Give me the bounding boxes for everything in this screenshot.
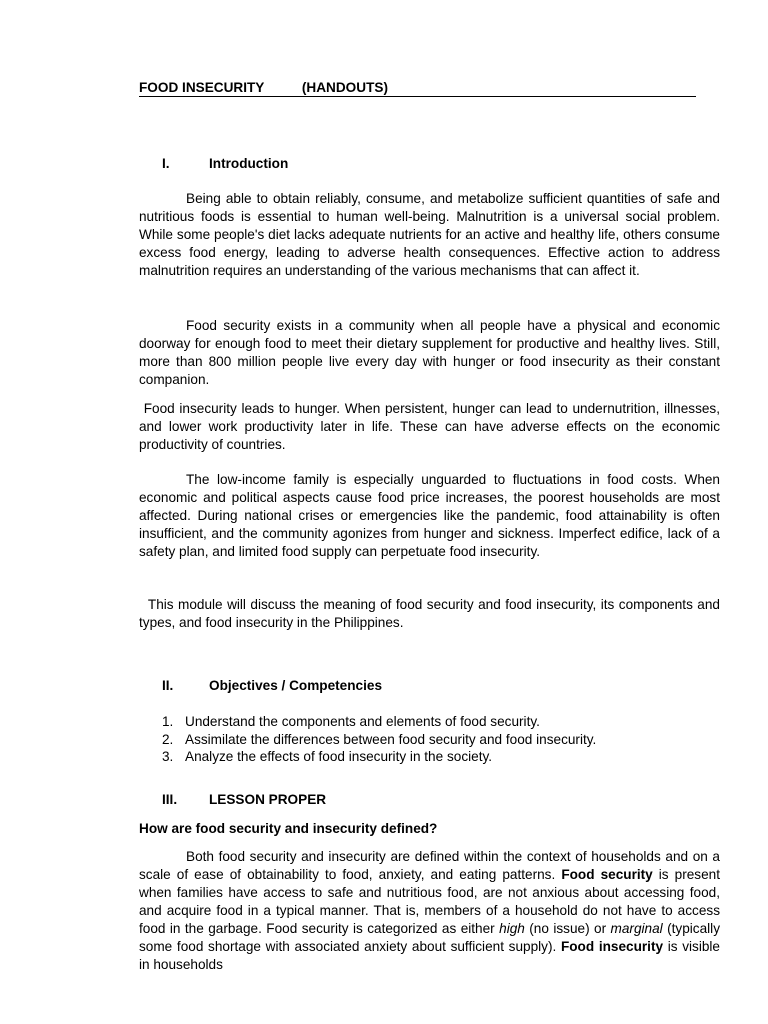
paragraph-intro-5: This module will discuss the meaning of food security and food insecurity, its components and types, and food insecurity in the Philippines.	[139, 597, 724, 630]
lesson-question: How are food security and insecurity defined?	[139, 821, 438, 836]
list-number: 2.	[162, 731, 174, 747]
list-item	[162, 731, 722, 749]
list-text: Assimilate the differences between food security and food insecurity.	[185, 731, 597, 747]
text-run: is present when families have access to safe and nutritious food, are not anxious about accessing food, and acquire food in a typical manner. That is, members of a household do not have to access food in the garbage. Food security is categorized as either	[139, 867, 721, 936]
text-run: (typically some food shortage with associated anxiety about sufficient supply).	[139, 921, 720, 954]
page-title: FOOD INSECURITY (HANDOUTS)	[139, 80, 696, 97]
section-number: I.	[162, 156, 170, 171]
section-heading-introduction	[162, 156, 288, 172]
bold-term-food-insecurity: Food insecurity	[560, 939, 664, 954]
section-label: LESSON PROPER	[209, 792, 327, 807]
paragraph-lesson-1	[139, 848, 720, 974]
section-number: III.	[162, 792, 178, 807]
italic-term-high: high	[499, 921, 525, 936]
list-number: 3.	[162, 749, 174, 764]
text-run: is visible in households	[139, 939, 720, 972]
bold-term-food-security: Food security	[561, 867, 653, 882]
italic-term-marginal: marginal	[610, 921, 663, 936]
paragraph-intro-3: Food insecurity leads to hunger. When persistent, hunger can lead to undernutrition, illnesses, and lower work productivity later in life. These can have adverse effects on the economic productivity of countries.	[139, 401, 724, 452]
paragraph-intro-4: The low-income family is especially unguarded to fluctuations in food costs. When economic and political aspects cause food price increases, the poorest households are most affected. During national crises or emergencies like the pandemic, food attainability is often insufficient, and the community agonizes from hunger and sickness. Imperfect edifice, lack of a safety plan, and limited food supply can perpetuate food insecurity.	[139, 472, 720, 559]
list-text: Analyze the effects of food insecurity in the society.	[185, 749, 493, 764]
list-number: 1.	[162, 714, 174, 729]
list-text: Understand the components and elements of food security.	[185, 714, 540, 729]
section-label: Introduction	[209, 156, 289, 171]
section-heading-lesson	[162, 792, 326, 808]
section-number: II.	[162, 678, 174, 693]
paragraph-intro-1: Being able to obtain reliably, consume, and metabolize sufficient quantities of safe and nutritious foods is essential to human well-being. Malnutrition is a universal social problem. While some people's diet lacks adequate nutrients for an active and healthy life, others consume excess food energy, leading to adverse health consequences. Effective action to address malnutrition requires an understanding of the various mechanisms that can affect it.	[139, 191, 720, 278]
text-run: Both food security and insecurity are defined within the context of households and on a scale of ease of obtainability to food, anxiety, and eating patterns.	[139, 849, 720, 882]
paragraph-intro-2: Food security exists in a community when all people have a physical and economic doorway for enough food to meet their dietary supplement for productive and healthy lives. Still, more than 800 million people live every day with hunger or food insecurity as their constant companion.	[139, 318, 720, 387]
objectives-list	[162, 713, 722, 766]
list-item	[162, 748, 722, 766]
list-item	[162, 713, 722, 731]
section-label: Objectives / Competencies	[209, 678, 383, 693]
section-heading-objectives	[162, 678, 382, 694]
text-run: (no issue) or	[524, 921, 611, 936]
